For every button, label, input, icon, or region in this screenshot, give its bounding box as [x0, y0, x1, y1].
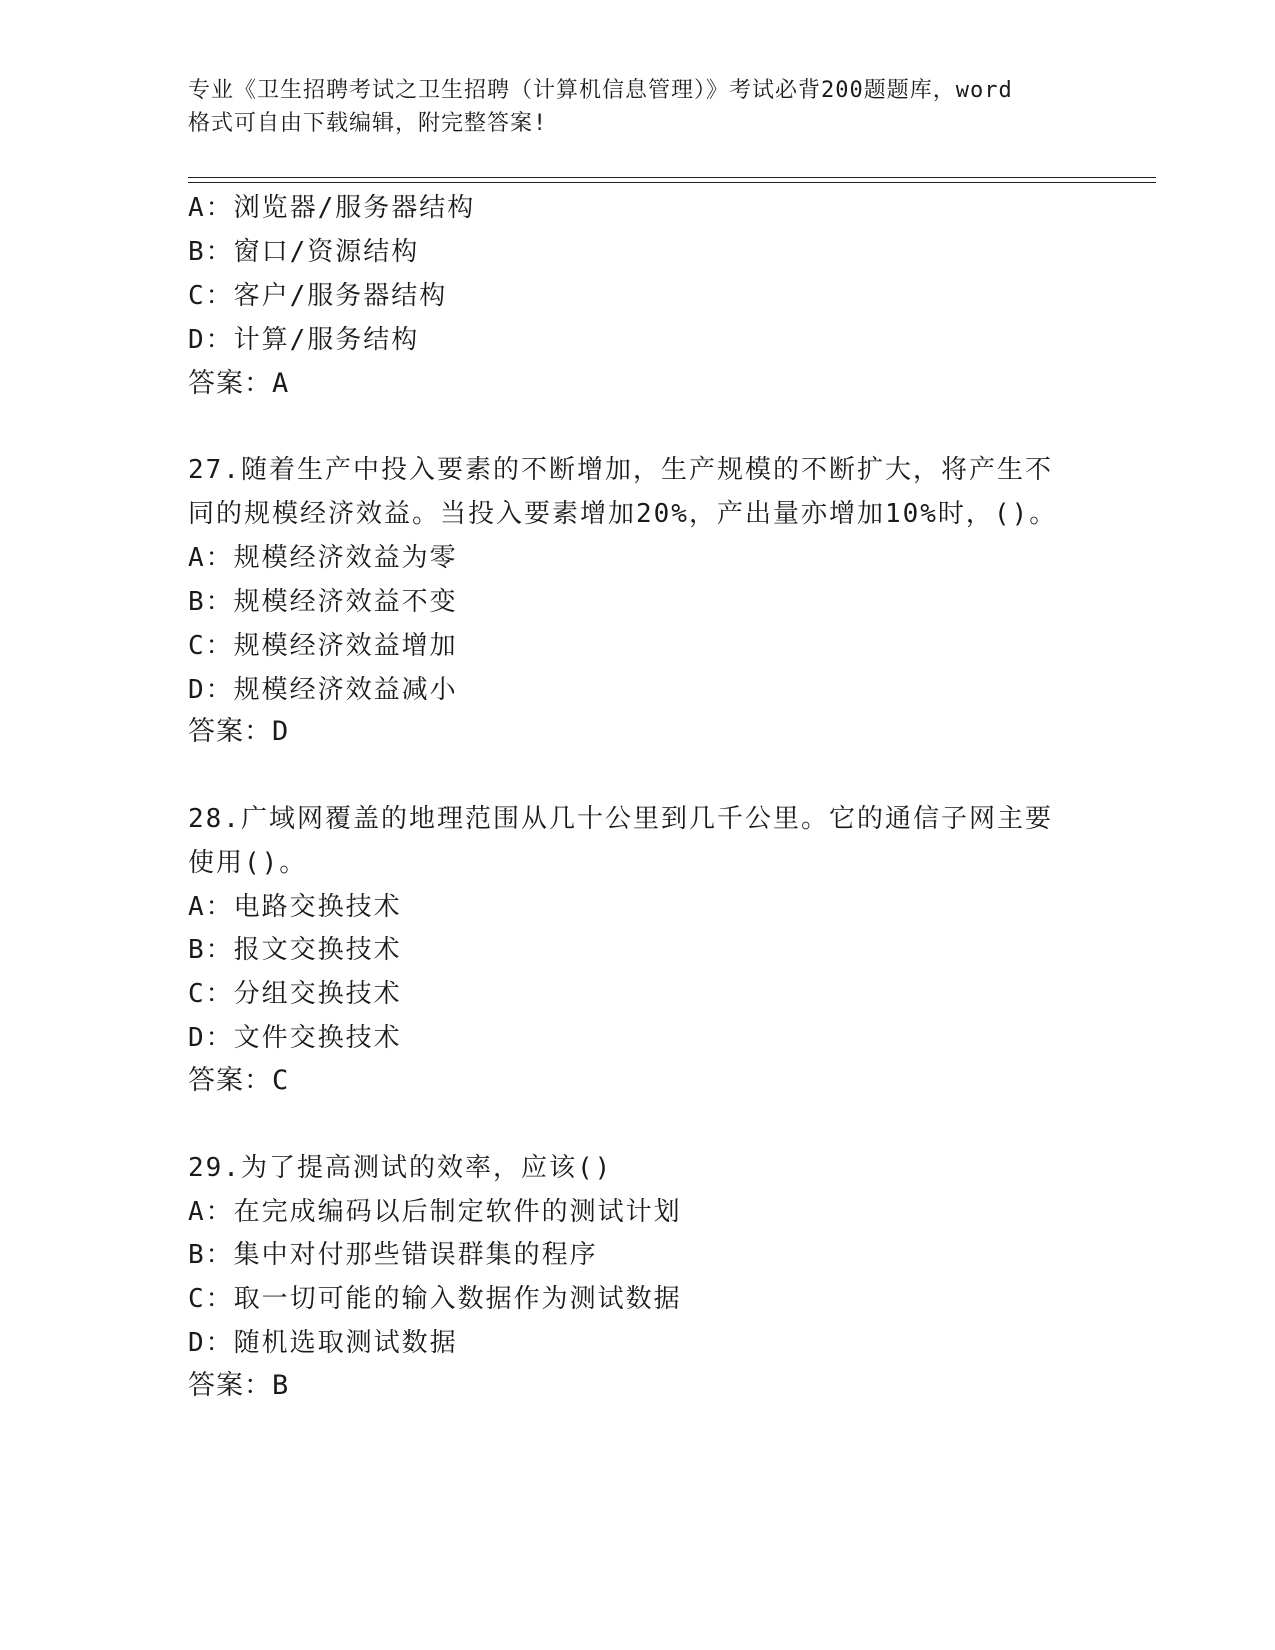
q27-option-a: A：规模经济效益为零	[188, 543, 458, 573]
q27-option-c: C：规模经济效益增加	[188, 631, 458, 661]
q26-option-c: C：客户/服务器结构	[188, 281, 448, 311]
q28-option-d: D：文件交换技术	[188, 1023, 402, 1053]
answer-label: 答案：	[188, 368, 272, 399]
answer-value: C	[272, 1065, 290, 1096]
q29-stem-line-1: 29.为了提高测试的效率，应该()	[188, 1153, 613, 1183]
document-header	[188, 74, 1088, 140]
answer-label: 答案：	[188, 1065, 272, 1096]
header-divider-top	[188, 177, 1156, 178]
answer-label: 答案：	[188, 716, 272, 747]
q28-answer	[188, 1065, 289, 1097]
q26-option-b: B：窗口/资源结构	[188, 237, 420, 267]
answer-value: B	[272, 1370, 290, 1401]
q28-stem-line-2: 使用()。	[188, 848, 308, 878]
q27-stem-line-1: 27.随着生产中投入要素的不断增加，生产规模的不断扩大，将产生不	[188, 455, 1053, 485]
header-line-2: 格式可自由下载编辑，附完整答案!	[188, 111, 548, 136]
q28-option-b: B：报文交换技术	[188, 935, 402, 965]
answer-value: A	[272, 368, 290, 399]
header-divider-bottom	[188, 182, 1156, 183]
q28-stem-line-1: 28.广域网覆盖的地理范围从几十公里到几千公里。它的通信子网主要	[188, 804, 1053, 834]
q27-option-d: D：规模经济效益减小	[188, 675, 458, 705]
q28-option-a: A：电路交换技术	[188, 892, 402, 922]
q29-option-b: B：集中对付那些错误群集的程序	[188, 1240, 598, 1270]
q26-answer	[188, 368, 289, 400]
header-line-1: 专业《卫生招聘考试之卫生招聘（计算机信息管理）》考试必背200题题库，word	[188, 78, 1013, 103]
q26-option-a: A：浏览器/服务器结构	[188, 193, 476, 223]
q26-option-d: D：计算/服务结构	[188, 325, 420, 355]
q28-option-c: C：分组交换技术	[188, 979, 402, 1009]
answer-value: D	[272, 716, 290, 747]
q27-answer	[188, 716, 289, 748]
answer-label: 答案：	[188, 1370, 272, 1401]
q29-option-a: A：在完成编码以后制定软件的测试计划	[188, 1197, 682, 1227]
q29-option-c: C：取一切可能的输入数据作为测试数据	[188, 1284, 682, 1314]
q29-answer	[188, 1370, 289, 1402]
q29-option-d: D：随机选取测试数据	[188, 1328, 458, 1358]
q27-stem-line-2: 同的规模经济效益。当投入要素增加20%，产出量亦增加10%时，()。	[188, 499, 1058, 529]
q27-option-b: B：规模经济效益不变	[188, 587, 458, 617]
